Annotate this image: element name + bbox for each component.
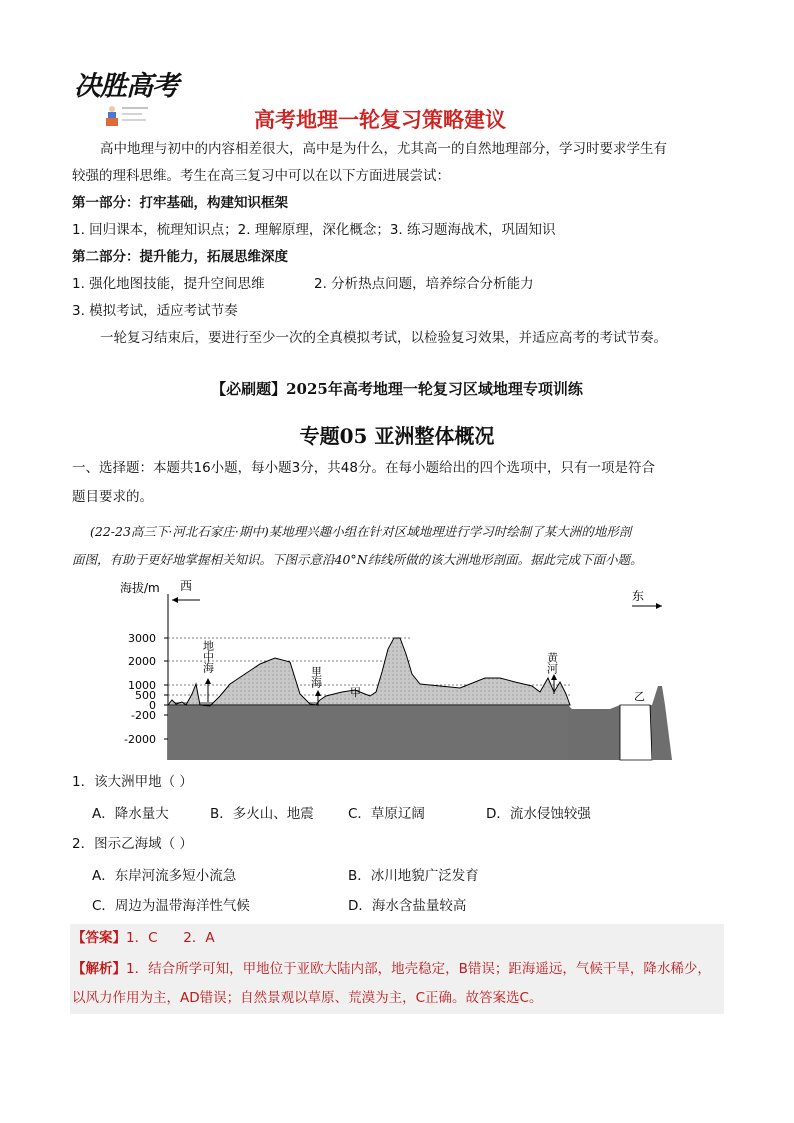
- answer-line: [72, 927, 215, 949]
- section-heading: 【必刷题】2025年高考地理一轮复习区域地理专项训练: [211, 380, 583, 398]
- y-tick-1000: 1000: [128, 679, 156, 692]
- answer-text: 1．C 2．A: [126, 930, 215, 946]
- q1-option-c[interactable]: C．草原辽阔: [348, 806, 425, 822]
- q2-option-c[interactable]: C．周边为温带海洋性气候: [92, 898, 250, 914]
- analysis-tag: 【解析】: [72, 961, 126, 977]
- instructions-line2: 题目要求的。: [72, 489, 153, 505]
- direction-east: 东: [632, 589, 645, 603]
- answer-tag: 【答案】: [72, 930, 126, 946]
- y-tick-0: 0: [149, 699, 156, 712]
- label-caspian: 里海: [309, 666, 323, 688]
- part1-heading: 第一部分：打牢基础，构建知识框架: [72, 195, 288, 211]
- topic-title: 专题05 亚洲整体概况: [299, 424, 495, 448]
- intro-line2: 较强的理科思维。考生在高三复习中可以在以下方面进展尝试：: [72, 168, 450, 184]
- y-tick-3000: 3000: [128, 632, 156, 645]
- label-jia: 甲: [350, 686, 361, 699]
- q1-option-a[interactable]: A．降水量大: [92, 806, 169, 822]
- logo-illustration: [102, 102, 152, 130]
- part2-item1: 1. 强化地图技能，提升空间思维: [72, 276, 265, 292]
- part1-text: 1. 回归课本，梳理知识点；2. 理解原理，深化概念；3. 练习题海战术，巩固知识: [72, 222, 556, 238]
- analysis-line1: [72, 958, 711, 980]
- logo-text: 决胜高考: [74, 71, 178, 102]
- q1-option-b[interactable]: B．多火山、地震: [210, 806, 314, 822]
- label-yellow-river: 黄河: [545, 652, 559, 674]
- part2-item3: 3. 模拟考试，适应考试节奏: [72, 303, 238, 319]
- page-title: 高考地理一轮复习策略建议: [254, 108, 506, 132]
- analysis-text-2: 以风力作用为主，AD错误；自然景观以草原、荒漠为主，C正确。故答案选C。: [72, 990, 543, 1006]
- q2-option-d[interactable]: D．海水含盐量较高: [348, 898, 467, 914]
- instructions-line1: 一、选择题：本题共16小题，每小题3分，共48分。在每小题给出的四个选项中，只有一项是符合: [72, 460, 655, 476]
- intro-line1: 高中地理与初中的内容相差很大，高中是为什么，尤其高一的自然地理部分，学习时要求学生有: [100, 141, 667, 157]
- stem-line2: 面图，有助于更好地掌握相关知识。下图示意沿40°N纬线所做的该大洲地形剖面。据此完成下面小题。: [72, 552, 643, 567]
- label-yi: 乙: [634, 690, 645, 703]
- label-mediterranean: 地中海: [201, 640, 215, 673]
- q1-stem: 1．该大洲甲地（ ）: [72, 774, 193, 790]
- terrain-surface: [168, 638, 570, 706]
- logo: [72, 62, 184, 134]
- part2-item2: 2. 分析热点问题，培养综合分析能力: [314, 276, 534, 292]
- part2-item3-text: 一轮复习结束后，要进行至少一次的全真模拟考试，以检验复习效果，并适应高考的考试节奏。: [100, 330, 667, 346]
- part2-heading: 第二部分：提升能力，拓展思维深度: [72, 249, 288, 265]
- y-ticks: [124, 632, 156, 746]
- stem-line1: (22-23高三下·河北石家庄·期中)某地理兴趣小组在针对区域地理进行学习时绘制了某大洲的地形剖: [90, 524, 632, 539]
- y-tick-500: 500: [135, 689, 156, 702]
- q2-option-a[interactable]: A．东岸河流多短小流急: [92, 868, 237, 884]
- analysis-text-1: 1．结合所学可知，甲地位于亚欧大陆内部，地壳稳定，B错误；距海遥远，气候干旱，降水稀少，: [126, 961, 711, 977]
- q2-stem: 2．图示乙海域（ ）: [72, 836, 193, 852]
- q1-option-d[interactable]: D．流水侵蚀较强: [486, 806, 591, 822]
- y-axis-label: 海拔/m: [120, 581, 160, 595]
- y-tick-minus2000: -2000: [124, 733, 156, 746]
- direction-west: 西: [180, 579, 193, 593]
- y-tick-minus200: -200: [131, 709, 156, 722]
- y-tick-2000: 2000: [128, 655, 156, 668]
- terrain-profile-chart: [120, 574, 686, 768]
- q2-option-b[interactable]: B．冰川地貌广泛发育: [348, 868, 479, 884]
